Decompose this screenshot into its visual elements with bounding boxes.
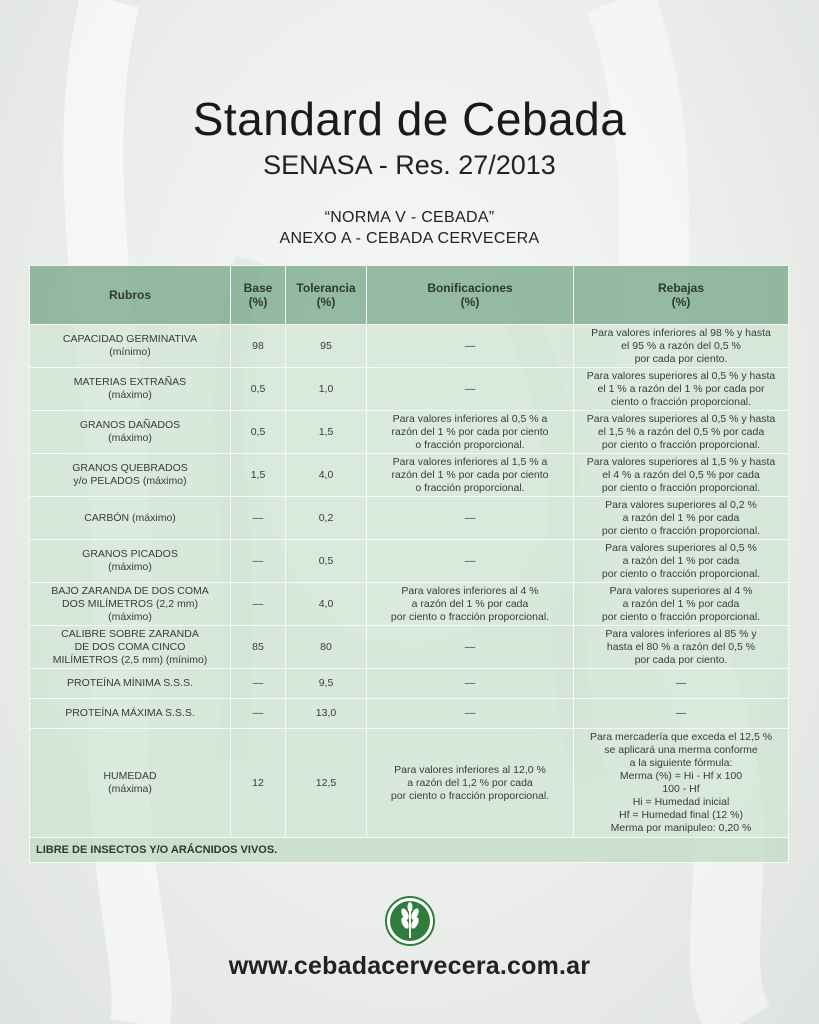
cell-base: 1,5 bbox=[231, 454, 286, 497]
cell-tolerancia: 0,5 bbox=[286, 540, 367, 583]
cell-rubro: PROTEÍNA MÍNIMA S.S.S. bbox=[30, 669, 231, 699]
cell-rubro: MATERIAS EXTRAÑAS (máximo) bbox=[30, 368, 231, 411]
cell-base: — bbox=[231, 669, 286, 699]
table-footer-row bbox=[30, 838, 789, 863]
cell-rebajas: Para valores superiores al 0,2 % a razón del 1 % por cada por ciento o fracción proporcional. bbox=[574, 497, 789, 540]
column-header-bonificaciones: Bonificaciones (%) bbox=[367, 266, 574, 325]
cell-bonificaciones: Para valores inferiores al 1,5 % a razón del 1 % por cada por ciento o fracción proporcional. bbox=[367, 454, 574, 497]
table-row bbox=[30, 454, 789, 497]
cell-bonificaciones: — bbox=[367, 497, 574, 540]
table-row bbox=[30, 669, 789, 699]
cell-rebajas: Para valores inferiores al 98 % y hasta el 95 % a razón del 0,5 % por cada por ciento. bbox=[574, 325, 789, 368]
cell-tolerancia: 9,5 bbox=[286, 669, 367, 699]
cell-rebajas: — bbox=[574, 699, 789, 729]
cell-base: — bbox=[231, 540, 286, 583]
norma-line-2: ANEXO A - CEBADA CERVECERA bbox=[279, 230, 540, 247]
standards-table bbox=[29, 265, 789, 863]
cell-rebajas: Para valores superiores al 0,5 % a razón del 1 % por cada por ciento o fracción proporcional. bbox=[574, 540, 789, 583]
cell-bonificaciones: — bbox=[367, 368, 574, 411]
table-row bbox=[30, 411, 789, 454]
cell-tolerancia: 1,5 bbox=[286, 411, 367, 454]
cell-rebajas: Para valores superiores al 4 % a razón del 1 % por cada por ciento o fracción proporcional. bbox=[574, 583, 789, 626]
cell-bonificaciones: — bbox=[367, 626, 574, 669]
website-link[interactable]: www.cebadacervecera.com.ar bbox=[228, 952, 591, 980]
table-row bbox=[30, 626, 789, 669]
table-row bbox=[30, 699, 789, 729]
cell-rebajas: Para valores superiores al 1,5 % y hasta el 4 % a razón del 0,5 % por cada por ciento o fracción proporcional. bbox=[574, 454, 789, 497]
cell-base: — bbox=[231, 497, 286, 540]
table-row bbox=[30, 325, 789, 368]
cell-rebajas: Para valores superiores al 0,5 % y hasta el 1 % a razón del 1 % por cada por ciento o fracción proporcional. bbox=[574, 368, 789, 411]
column-header-tolerancia: Tolerancia (%) bbox=[286, 266, 367, 325]
cell-base: — bbox=[231, 699, 286, 729]
cell-base: 0,5 bbox=[231, 368, 286, 411]
cell-rebajas: Para valores inferiores al 85 % y hasta el 80 % a razón del 0,5 % por cada por ciento. bbox=[574, 626, 789, 669]
cell-rubro: GRANOS PICADOS (máximo) bbox=[30, 540, 231, 583]
column-header-base: Base (%) bbox=[231, 266, 286, 325]
norma-heading bbox=[0, 207, 819, 249]
cell-bonificaciones: Para valores inferiores al 4 % a razón del 1 % por cada por ciento o fracción proporcional. bbox=[367, 583, 574, 626]
cell-tolerancia: 0,2 bbox=[286, 497, 367, 540]
cell-base: 98 bbox=[231, 325, 286, 368]
cell-bonificaciones: — bbox=[367, 540, 574, 583]
column-header-rebajas: Rebajas (%) bbox=[574, 266, 789, 325]
page-title: Standard de Cebada bbox=[192, 93, 627, 145]
cell-tolerancia: 4,0 bbox=[286, 583, 367, 626]
table-row bbox=[30, 497, 789, 540]
table-row bbox=[30, 583, 789, 626]
page-subtitle: SENASA - Res. 27/2013 bbox=[263, 150, 556, 180]
cell-tolerancia: 80 bbox=[286, 626, 367, 669]
norma-line-1: “NORMA V - CEBADA” bbox=[324, 209, 495, 226]
table-row bbox=[30, 540, 789, 583]
table-row bbox=[30, 368, 789, 411]
cell-rebajas: Para mercadería que exceda el 12,5 % se aplicará una merma conforme a la siguiente fórmula: Merma (%) = Hi - Hf x 100 100 - Hf Hi = Humedad inicial Hf = Humedad final (12 %) Merma por manipuleo: 0,20 % bbox=[574, 729, 789, 838]
cell-tolerancia: 95 bbox=[286, 325, 367, 368]
cell-rubro: PROTEÍNA MÁXIMA S.S.S. bbox=[30, 699, 231, 729]
table-footer-note: LIBRE DE INSECTOS Y/O ARÁCNIDOS VIVOS. bbox=[30, 838, 789, 863]
cell-tolerancia: 13,0 bbox=[286, 699, 367, 729]
cell-base: 0,5 bbox=[231, 411, 286, 454]
cell-bonificaciones: — bbox=[367, 699, 574, 729]
cell-rubro: CAPACIDAD GERMINATIVA (mínimo) bbox=[30, 325, 231, 368]
cell-base: 12 bbox=[231, 729, 286, 838]
barley-logo-icon bbox=[385, 896, 435, 946]
cell-base: — bbox=[231, 583, 286, 626]
table-header-row bbox=[30, 266, 789, 325]
cell-rubro: CARBÓN (máximo) bbox=[30, 497, 231, 540]
cell-rubro: BAJO ZARANDA DE DOS COMA DOS MILÍMETROS (2,2 mm) (máximo) bbox=[30, 583, 231, 626]
cell-bonificaciones: — bbox=[367, 669, 574, 699]
cell-bonificaciones: Para valores inferiores al 0,5 % a razón del 1 % por cada por ciento o fracción proporcional. bbox=[367, 411, 574, 454]
cell-rubro: GRANOS QUEBRADOS y/o PELADOS (máximo) bbox=[30, 454, 231, 497]
cell-tolerancia: 4,0 bbox=[286, 454, 367, 497]
cell-rebajas: Para valores superiores al 0,5 % y hasta el 1,5 % a razón del 0,5 % por cada por ciento o fracción proporcional. bbox=[574, 411, 789, 454]
column-header-rubros: Rubros bbox=[30, 266, 231, 325]
cell-tolerancia: 12,5 bbox=[286, 729, 367, 838]
table-row bbox=[30, 729, 789, 838]
cell-bonificaciones: Para valores inferiores al 12,0 % a razón del 1,2 % por cada por ciento o fracción proporcional. bbox=[367, 729, 574, 838]
cell-rebajas: — bbox=[574, 669, 789, 699]
cell-rubro: GRANOS DAÑADOS (máximo) bbox=[30, 411, 231, 454]
cell-rubro: HUMEDAD (máxima) bbox=[30, 729, 231, 838]
cell-bonificaciones: — bbox=[367, 325, 574, 368]
cell-base: 85 bbox=[231, 626, 286, 669]
cell-tolerancia: 1,0 bbox=[286, 368, 367, 411]
cell-rubro: CALIBRE SOBRE ZARANDA DE DOS COMA CINCO MILÍMETROS (2,5 mm) (mínimo) bbox=[30, 626, 231, 669]
